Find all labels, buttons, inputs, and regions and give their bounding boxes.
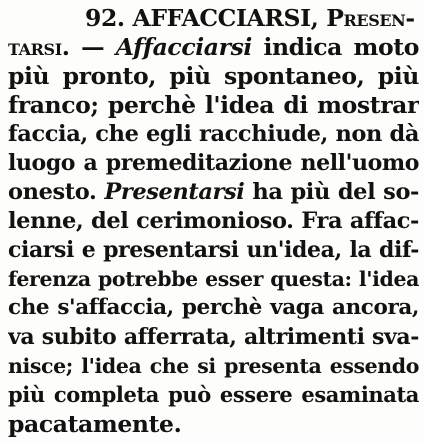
text-line-13: più completa può essere esaminata <box>8 382 419 407</box>
text-line-6-rest: ha più del so- <box>252 179 419 205</box>
text-line-5: luogo a premeditazione nell'uomo <box>8 150 419 176</box>
entry-title-presentarsi-part2: tarsi. <box>8 33 70 61</box>
text-line-2: più pronto, più spontaneo, più <box>8 62 419 90</box>
text-line-9: ferenza potrebbe esser questa: l'idea <box>8 267 419 291</box>
text-line-4: faccia, che egli racchiude, non dà <box>8 121 419 147</box>
term-affacciarsi: Affacciarsi <box>115 33 252 61</box>
text-line-7: lenne, del cerimonioso. Fra affac- <box>8 208 419 234</box>
entry-title-presentarsi-part1: Presen- <box>326 4 415 32</box>
entry-number: 92. <box>85 4 125 32</box>
term-presentarsi: Presentarsi <box>104 179 245 205</box>
text-line-12: nisce; l'idea che si presenta essendo <box>8 354 419 378</box>
text-line-8: ciarsi e presentarsi un'idea, la dif- <box>8 237 419 263</box>
text-line-14: pacatamente. <box>8 410 182 438</box>
text-line-6-start: onesto. <box>8 179 97 205</box>
text-line-10: che s'affaccia, perchè vaga ancora, <box>8 295 419 320</box>
text-line-3: franco; perchè l'idea di mostrar <box>8 91 419 119</box>
text-line-11: va subito afferrata, altrimenti sva- <box>8 324 419 350</box>
entry-title-affacciarsi: AFFACCIARSI, <box>132 4 319 32</box>
text-line-6 <box>8 178 419 206</box>
entry-heading-line <box>8 4 419 32</box>
text-line-1-rest: indica moto <box>263 33 419 61</box>
text-line-1 <box>8 33 419 61</box>
em-dash: — <box>81 33 105 61</box>
